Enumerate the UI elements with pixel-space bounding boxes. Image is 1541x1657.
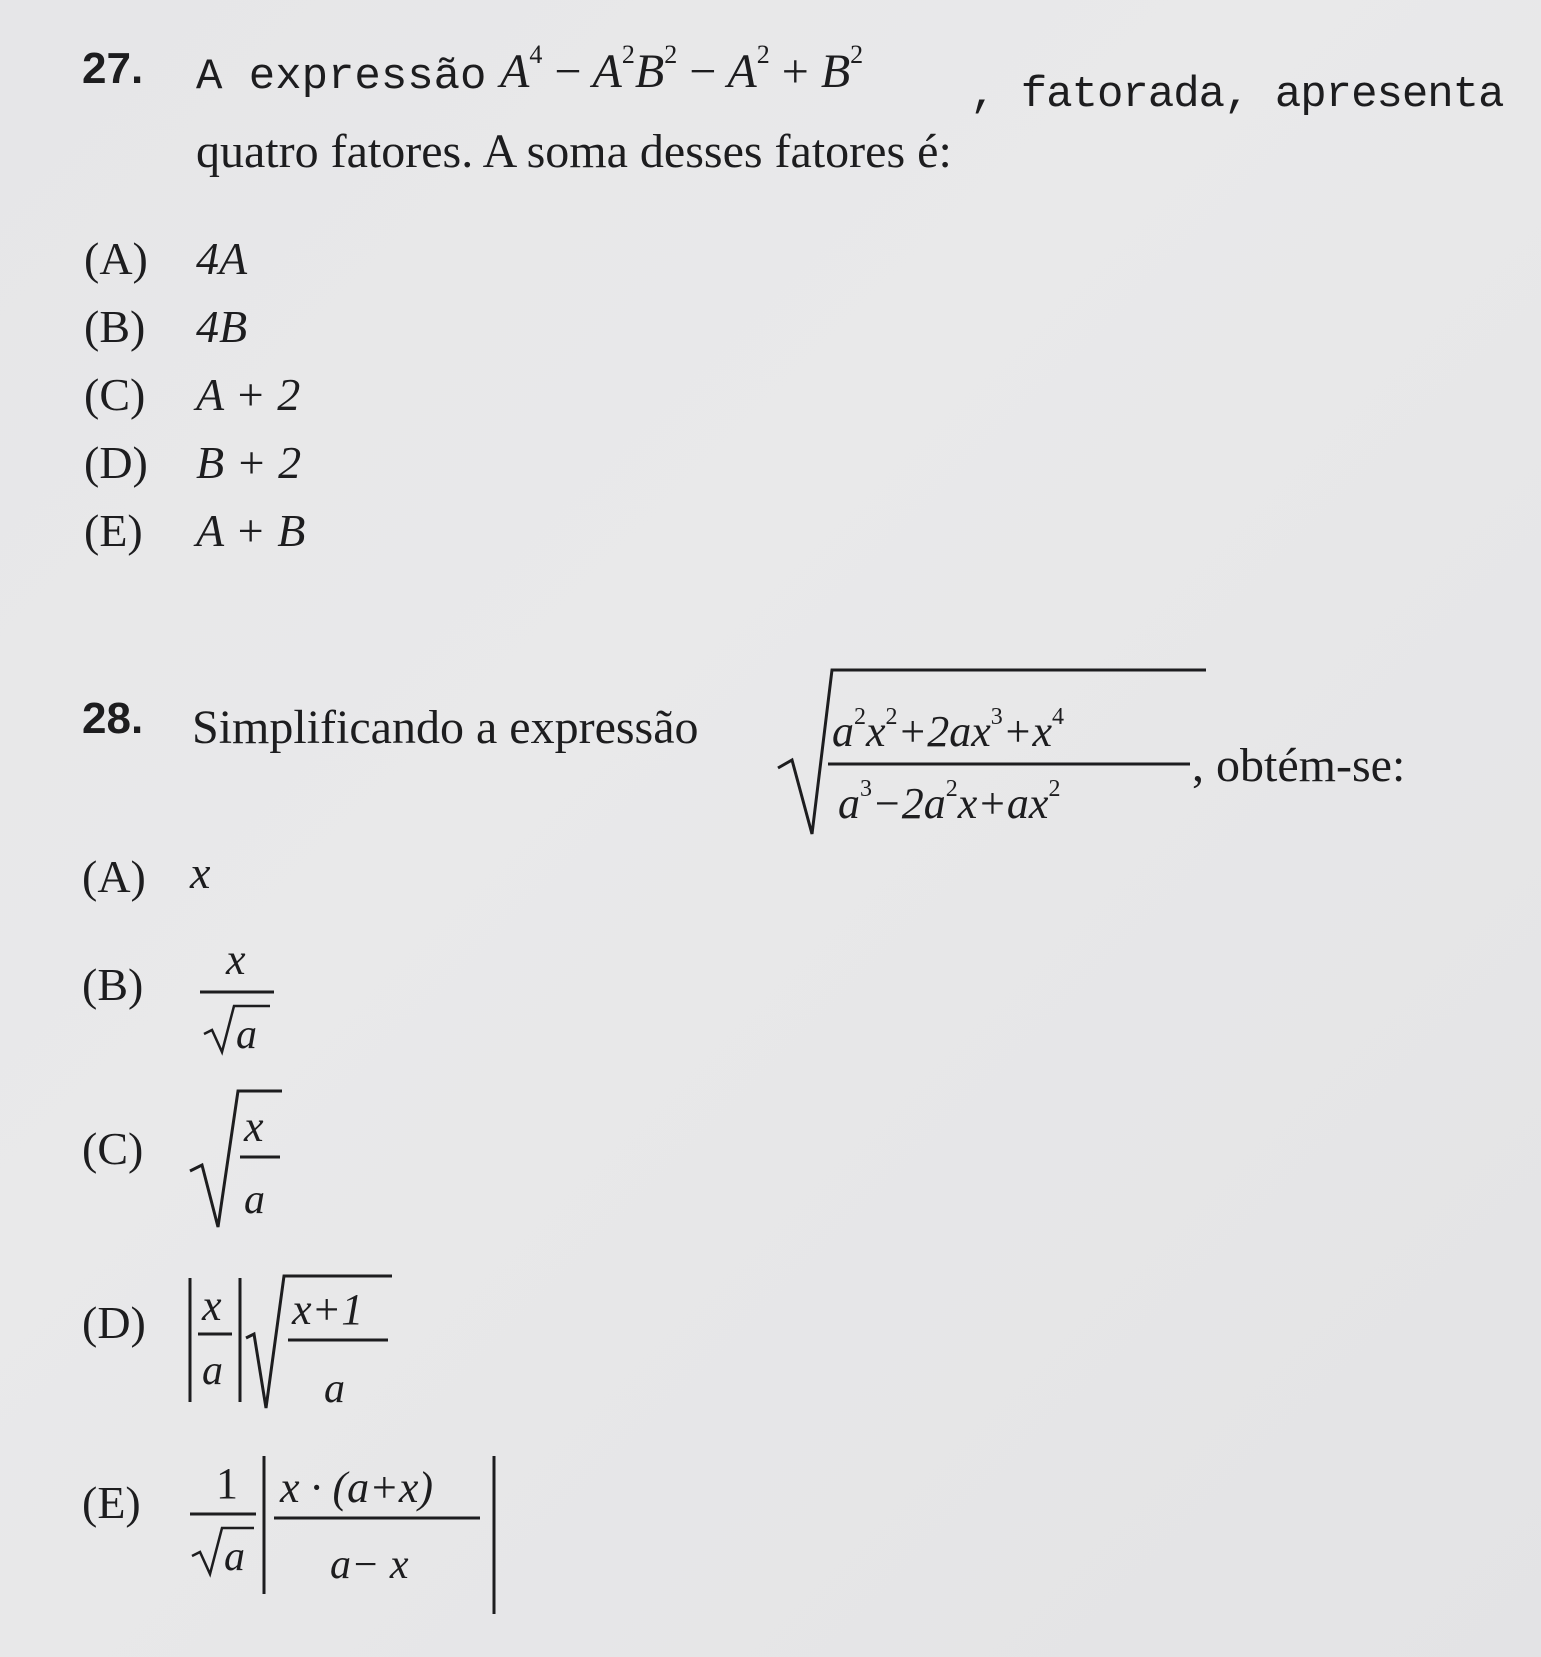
option-value: 4B — [196, 301, 248, 352]
svg-text:1: 1 — [216, 1459, 238, 1508]
option-c-radical-fraction — [180, 1085, 290, 1235]
svg-text:x: x — [226, 935, 246, 984]
option-value: x — [190, 847, 211, 898]
option-d-expression — [180, 1268, 400, 1418]
radical-fraction-expression — [770, 668, 1210, 838]
option-value: B + 2 — [196, 437, 302, 488]
svg-text:x: x — [202, 1281, 222, 1330]
option-label: (A) — [82, 851, 146, 902]
question-suffix: , fatorada, apresenta — [970, 70, 1504, 120]
option-value: A + 2 — [196, 369, 301, 420]
option-e-expression — [180, 1448, 520, 1618]
question-number: 28. — [82, 694, 144, 743]
option-label: (B) — [84, 301, 146, 352]
option-label: (E) — [82, 1477, 141, 1528]
question-number: 27. — [82, 44, 144, 93]
option-value: 4A — [196, 233, 248, 284]
denominator-text: $a^3-2a^2x+ax^2$ — [838, 776, 1061, 828]
svg-text:a: a — [202, 1348, 223, 1394]
svg-text:x · (a+x): x · (a+x) — [280, 1463, 434, 1512]
option-label: (D) — [82, 1297, 146, 1348]
option-label: (B) — [82, 959, 144, 1010]
expression-27: $A^4 - A^2B^2 - A^2 + B^2$ — [500, 40, 864, 98]
svg-text:a− x: a− x — [330, 1542, 409, 1588]
svg-text:x+1: x+1 — [292, 1285, 364, 1334]
option-b-fraction — [190, 930, 290, 1060]
option-label: (C) — [84, 369, 146, 420]
numerator-text: $a^2x^2+2ax^3+x^4$ — [832, 704, 1064, 756]
option-label: (A) — [84, 233, 148, 284]
svg-text:a: a — [236, 1012, 257, 1058]
question-suffix: , obtém-se: — [1192, 739, 1406, 792]
option-value: A + B — [196, 505, 306, 556]
question-prefix: A expressão — [196, 52, 487, 102]
option-label: (C) — [82, 1123, 144, 1174]
question-line-2: quatro fatores. A soma desses fatores é: — [196, 125, 952, 178]
svg-text:a: a — [244, 1177, 265, 1223]
svg-text:a: a — [224, 1534, 245, 1580]
svg-text:x: x — [244, 1102, 264, 1151]
svg-text:a: a — [324, 1366, 345, 1412]
option-label: (E) — [84, 505, 143, 556]
question-prefix: Simplificando a expressão — [192, 701, 699, 754]
option-label: (D) — [84, 437, 148, 488]
